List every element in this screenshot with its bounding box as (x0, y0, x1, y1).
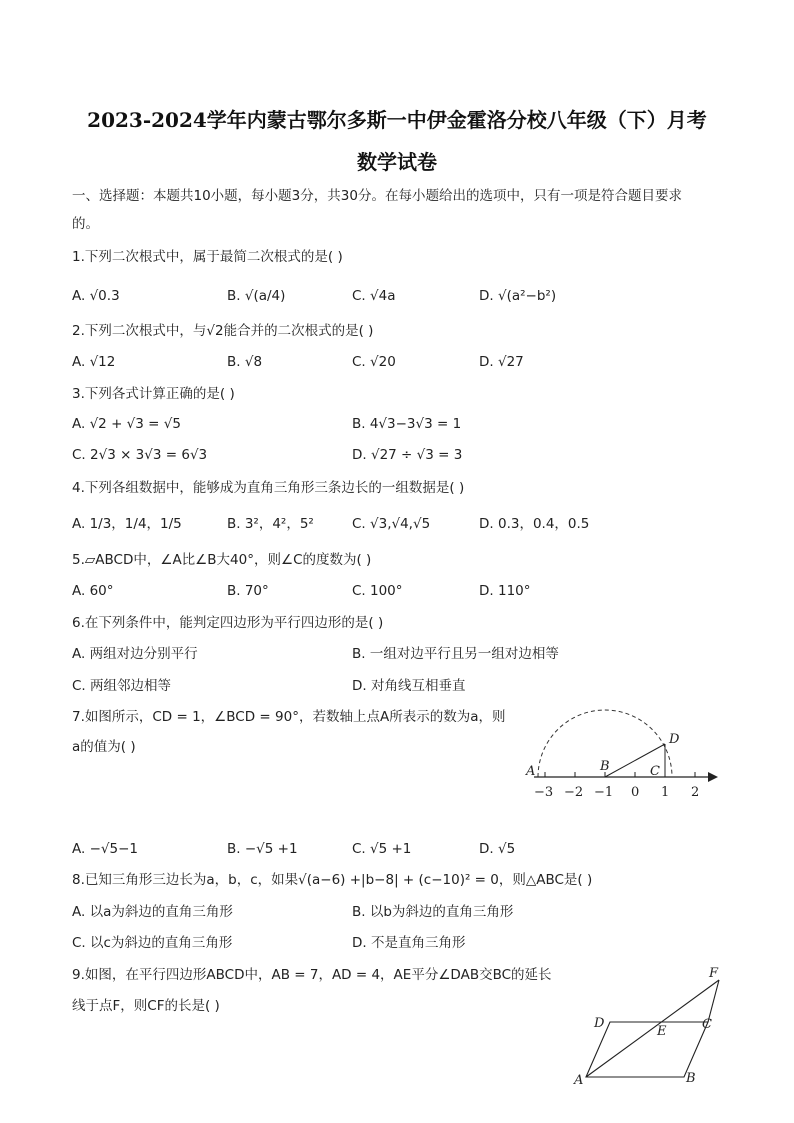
section-header-cont: 的。 (72, 216, 99, 232)
section-header: 一、选择题：本题共10小题，每小题3分，共30分。在每小题给出的选项中，只有一项是符合题目要求 (72, 188, 682, 204)
axis-arrow-icon (708, 772, 718, 782)
q5-option-d: D. 110° (479, 583, 531, 599)
point-c-label: C (702, 1017, 712, 1032)
q6-option-a: A. 两组对边分别平行 (72, 646, 198, 662)
question-7-stem-cont: a的值为( ) (72, 739, 136, 755)
q4-option-d: D. 0.3，0.4，0.5 (479, 516, 590, 532)
page-title: 2023-2024学年内蒙古鄂尔多斯一中伊金霍洛分校八年级（下）月考 (87, 108, 707, 132)
q4-option-a: A. 1/3，1/4，1/5 (72, 516, 182, 532)
line-af (586, 980, 719, 1077)
question-6-stem: 6.在下列条件中，能判定四边形为平行四边形的是( ) (72, 615, 384, 631)
q4-option-c: C. √3,√4,√5 (352, 516, 431, 532)
q4-option-b: B. 3²，4²，5² (227, 516, 314, 532)
q7-option-a: A. −√5−1 (72, 841, 138, 857)
figure-7-number-line (522, 700, 722, 800)
point-d-label: D (669, 732, 680, 747)
q1-option-a: A. √0.3 (72, 288, 120, 304)
q1-option-c: C. √4a (352, 288, 396, 304)
q6-option-d: D. 对角线互相垂直 (352, 678, 466, 694)
q3-option-d: D. √27 ÷ √3 = 3 (352, 447, 463, 463)
question-4-stem: 4.下列各组数据中，能够成为直角三角形三条边长的一组数据是( ) (72, 480, 465, 496)
q3-option-b: B. 4√3−3√3 = 1 (352, 416, 462, 432)
q6-option-c: C. 两组邻边相等 (72, 678, 172, 694)
point-a-label: A (526, 764, 536, 779)
tick-label: 0 (631, 785, 640, 800)
point-f-label: F (709, 966, 719, 981)
q6-option-b: B. 一组对边平行且另一组对边相等 (352, 646, 559, 662)
point-d-label: D (594, 1016, 605, 1031)
tick-label: −2 (564, 785, 584, 800)
point-e-label: E (657, 1024, 667, 1039)
question-2-stem: 2.下列二次根式中，与√2能合并的二次根式的是( ) (72, 323, 374, 339)
question-1-stem: 1.下列二次根式中，属于最简二次根式的是( ) (72, 249, 343, 265)
point-c-label: C (650, 764, 660, 779)
page-subtitle: 数学试卷 (357, 150, 437, 174)
question-3-stem: 3.下列各式计算正确的是( ) (72, 386, 235, 402)
tick-label: 2 (691, 785, 700, 800)
question-9-stem-cont: 线于点F，则CF的长是( ) (72, 998, 220, 1014)
q5-option-b: B. 70° (227, 583, 269, 599)
q2-option-a: A. √12 (72, 354, 116, 370)
question-9-stem: 9.如图，在平行四边形ABCD中，AB = 7，AD = 4，AE平分∠DAB交BC的延长 (72, 967, 552, 983)
q1-option-b: B. √(a/4) (227, 288, 286, 304)
q7-option-d: D. √5 (479, 841, 516, 857)
question-5-stem: 5.▱ABCD中，∠A比∠B大40°，则∠C的度数为( ) (72, 552, 372, 568)
q8-option-b: B. 以b为斜边的直角三角形 (352, 904, 514, 920)
q8-option-c: C. 以c为斜边的直角三角形 (72, 935, 233, 951)
q7-option-b: B. −√5 +1 (227, 841, 298, 857)
point-b-label: B (600, 759, 610, 774)
question-7-stem: 7.如图所示，CD = 1，∠BCD = 90°，若数轴上点A所表示的数为a，则 (72, 709, 506, 725)
q2-option-b: B. √8 (227, 354, 263, 370)
figure-9-parallelogram (566, 962, 726, 1092)
tick-label: −1 (594, 785, 614, 800)
q3-option-a: A. √2 + √3 = √5 (72, 416, 181, 432)
q2-option-c: C. √20 (352, 354, 396, 370)
point-a-label: A (574, 1073, 584, 1088)
tick-label: −3 (534, 785, 554, 800)
q5-option-c: C. 100° (352, 583, 403, 599)
q5-option-a: A. 60° (72, 583, 114, 599)
point-b-label: B (686, 1071, 696, 1086)
q7-option-c: C. √5 +1 (352, 841, 412, 857)
question-8-stem: 8.已知三角形三边长为a，b，c，如果√(a−6) +|b−8| + (c−10)² = 0，则△ABC是( ) (72, 872, 593, 888)
q8-option-d: D. 不是直角三角形 (352, 935, 466, 951)
q2-option-d: D. √27 (479, 354, 524, 370)
q8-option-a: A. 以a为斜边的直角三角形 (72, 904, 233, 920)
q1-option-d: D. √(a²−b²) (479, 288, 557, 304)
q3-option-c: C. 2√3 × 3√3 = 6√3 (72, 447, 208, 463)
tick-label: 1 (661, 785, 670, 800)
